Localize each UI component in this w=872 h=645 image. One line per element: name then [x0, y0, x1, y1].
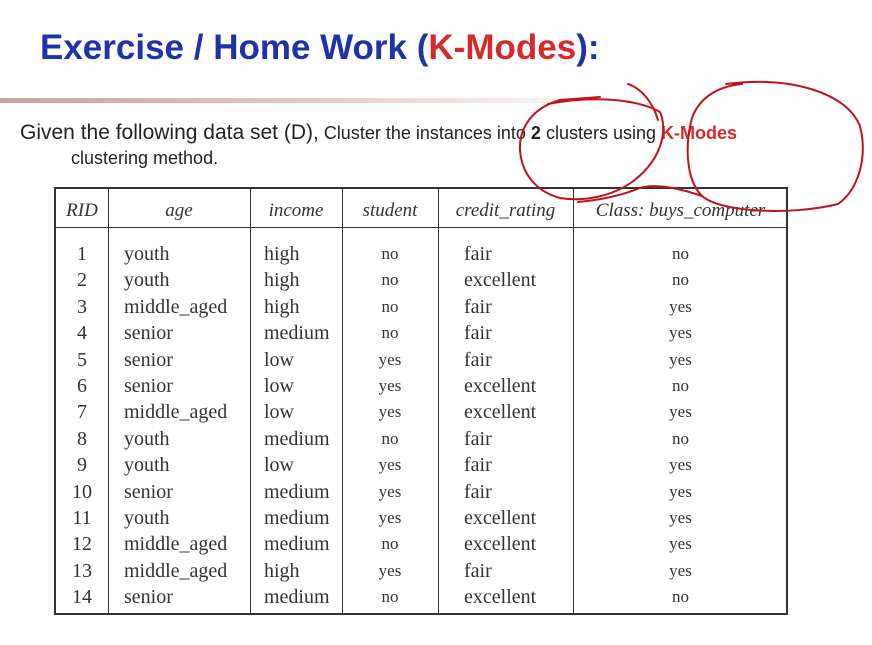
dataset-table: [54, 187, 788, 615]
cell-rid: 12: [72, 533, 92, 556]
cell-credit: fair: [464, 322, 492, 345]
task-description: [20, 120, 860, 171]
cell-income: high: [264, 559, 300, 582]
cell-age: youth: [124, 243, 170, 265]
cell-rid: 2: [77, 269, 87, 292]
cell-income: low: [264, 348, 294, 371]
table-row: [56, 294, 786, 320]
cell-rid: 3: [77, 295, 87, 318]
title-text: Exercise / Home Work (: [40, 28, 429, 67]
cell-rid: 13: [72, 559, 92, 582]
cell-age: senior: [124, 322, 173, 345]
cell-student: no: [381, 244, 399, 263]
cell-student: no: [381, 270, 399, 290]
cell-cls: yes: [669, 481, 692, 501]
table-row: [56, 320, 786, 346]
cell-student: yes: [378, 560, 402, 580]
cell-cls: no: [672, 428, 689, 448]
header-student: student: [362, 200, 418, 221]
cell-credit: excellent: [464, 401, 537, 424]
cell-income: low: [264, 375, 294, 397]
cell-income: high: [264, 243, 300, 265]
cell-rid: 5: [77, 348, 87, 371]
table-row: [56, 505, 786, 531]
intro-task-a: Cluster the instances into: [318, 123, 531, 143]
cell-income: medium: [264, 507, 330, 529]
cell-age: middle_aged: [124, 559, 228, 582]
cell-rid: 4: [77, 322, 87, 345]
cell-age: middle_aged: [124, 401, 228, 424]
cell-age: youth: [124, 454, 170, 477]
page-title: [40, 28, 600, 68]
cell-credit: fair: [464, 454, 492, 477]
method-name: K-Modes: [661, 123, 737, 143]
header-income: income: [268, 200, 324, 221]
cell-credit: fair: [464, 480, 492, 503]
cell-student: no: [381, 296, 399, 316]
cell-rid: 14: [72, 586, 92, 609]
cell-credit: excellent: [464, 586, 537, 609]
cell-income: medium: [264, 427, 330, 450]
cell-credit: excellent: [464, 533, 537, 556]
table-row: [56, 452, 786, 478]
cell-age: youth: [124, 269, 170, 292]
intro-lead: Given the following data set (D),: [20, 121, 319, 144]
cell-cls: no: [672, 587, 689, 607]
cell-cls: yes: [669, 560, 692, 580]
cell-age: senior: [124, 348, 173, 371]
cell-cls: yes: [669, 508, 692, 527]
cell-rid: 7: [77, 401, 87, 424]
cell-rid: 9: [77, 454, 87, 477]
cell-cls: yes: [669, 455, 692, 475]
cell-income: high: [264, 295, 300, 318]
cell-student: yes: [378, 349, 402, 369]
table-row: [56, 426, 786, 452]
cell-credit: excellent: [464, 507, 537, 529]
cell-rid: 6: [77, 375, 87, 397]
cell-cls: yes: [669, 534, 692, 554]
cell-age: senior: [124, 375, 173, 397]
cell-income: medium: [264, 322, 330, 345]
cell-cls: yes: [669, 323, 692, 343]
cell-cls: yes: [669, 349, 692, 369]
table-row: [56, 347, 786, 373]
cell-income: medium: [264, 533, 330, 556]
title-accent: K-Modes: [428, 28, 577, 67]
cell-cls: yes: [669, 402, 692, 422]
cell-student: yes: [378, 376, 402, 395]
cell-income: high: [264, 269, 300, 292]
cell-income: medium: [264, 586, 330, 609]
cell-rid: 1: [77, 243, 87, 265]
table-row: [56, 399, 786, 425]
cell-age: senior: [124, 480, 173, 503]
header-credit-rating: credit_rating: [455, 200, 556, 221]
cell-income: medium: [264, 480, 330, 503]
title-suffix: ):: [576, 28, 600, 67]
table-row: [56, 241, 786, 267]
cell-student: no: [381, 428, 399, 448]
cell-income: low: [264, 454, 294, 477]
cell-student: yes: [378, 402, 402, 422]
header-age: age: [165, 200, 193, 221]
cell-cls: yes: [669, 296, 692, 316]
cell-age: middle_aged: [124, 533, 228, 556]
cell-cls: no: [672, 244, 689, 263]
cell-cls: no: [672, 376, 689, 395]
cell-credit: excellent: [464, 375, 537, 397]
annotation-tick: [628, 84, 658, 120]
cell-student: no: [381, 534, 399, 554]
cell-rid: 11: [72, 507, 92, 529]
cell-student: no: [381, 323, 399, 343]
table-row: [56, 558, 786, 584]
table-row: [56, 267, 786, 293]
intro-line2: clustering method.: [71, 148, 219, 168]
title-underline: [0, 98, 620, 103]
cluster-count: 2: [530, 123, 541, 143]
cell-student: yes: [378, 508, 402, 527]
table-row: [56, 584, 786, 610]
cell-rid: 8: [77, 427, 87, 450]
cell-age: middle_aged: [124, 295, 228, 318]
cell-age: youth: [124, 507, 170, 529]
intro-task-b: clusters using: [540, 123, 661, 143]
header-rid: RID: [66, 200, 98, 221]
cell-credit: fair: [464, 295, 492, 318]
cell-age: senior: [124, 586, 173, 609]
cell-credit: fair: [464, 559, 492, 582]
cell-credit: fair: [464, 348, 492, 371]
cell-credit: fair: [464, 427, 492, 450]
table-row: [56, 531, 786, 557]
cell-credit: excellent: [464, 269, 537, 292]
cell-credit: fair: [464, 243, 492, 265]
cell-cls: no: [672, 270, 689, 290]
cell-age: youth: [124, 427, 170, 450]
table-row: [56, 479, 786, 505]
cell-student: yes: [378, 481, 402, 501]
header-class: Class: buys_computer: [595, 200, 766, 221]
cell-rid: 10: [72, 480, 92, 503]
cell-student: no: [381, 587, 399, 607]
cell-income: low: [264, 401, 294, 424]
cell-student: yes: [378, 455, 402, 475]
table-row: [56, 373, 786, 399]
table-header: [56, 189, 786, 228]
